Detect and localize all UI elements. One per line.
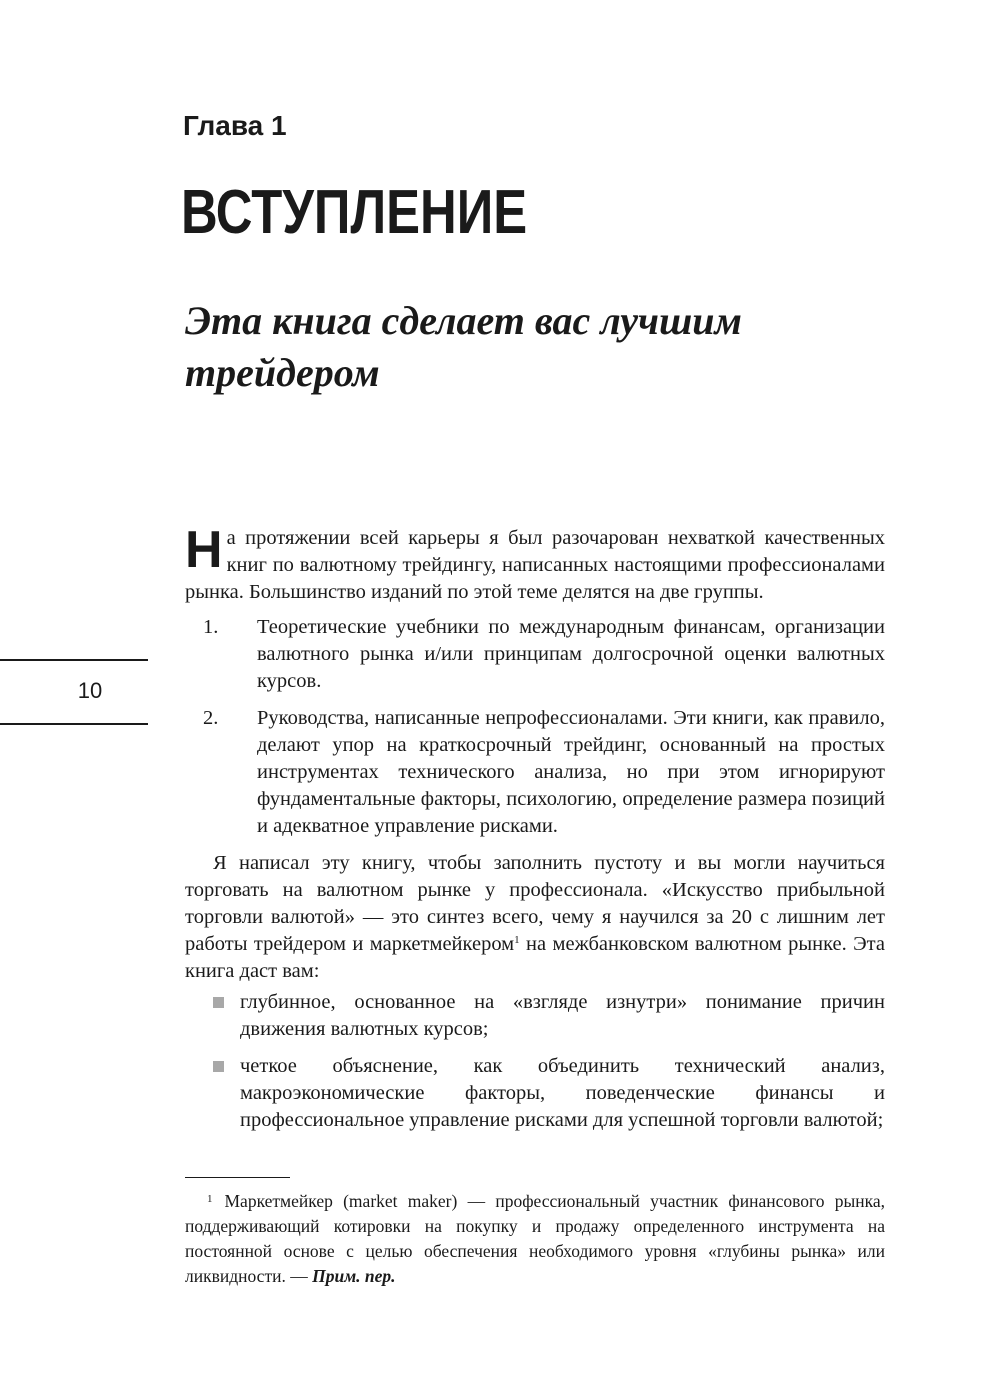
intro-text: а протяжении всей карьеры я был разочарован нехваткой качественных книг по валютному трейдингу, написанных настоящими профессионалами рынка. Большинство изданий по этой теме делятся на две группы. — [185, 527, 885, 603]
chapter-subtitle: Эта книга сделает вас лучшим трейдером — [185, 298, 742, 395]
list-item-text: Теоретические учебники по международным финансам, организации валютного рынка и/или принципам долгосрочной оценки валютных курсов. — [257, 616, 885, 692]
numbered-list-item — [185, 614, 885, 695]
footnote-divider — [185, 1177, 290, 1178]
footnote-number: 1 — [207, 1193, 213, 1205]
bullet-list-item — [185, 989, 885, 1043]
bullet-item-text: глубинное, основанное на «взгляде изнутри» понимание причин движения валютных курсов; — [240, 991, 885, 1040]
numbered-list-item — [185, 705, 885, 840]
bullet-list — [185, 989, 885, 1134]
list-number: 2. — [203, 707, 219, 729]
paragraph-2-text-b: на межбанковском валютном рынке. Эта книга даст вам: — [185, 933, 885, 982]
square-bullet-icon — [213, 1061, 224, 1072]
paragraph-2 — [185, 850, 885, 985]
footnote-text: Маркетмейкер (market maker) — профессиональный участник финансового рынка, поддерживающий котировки на покупку и продажу определенного инструмента на постоянной основе с целью обеспечения необходимого уровня «глубины рынка» или ликвидности. — — [185, 1191, 885, 1286]
body-text — [185, 521, 885, 1144]
intro-paragraph — [185, 521, 885, 606]
chapter-title: ВСТУПЛЕНИЕ — [181, 178, 528, 247]
bullet-list-item — [185, 1053, 885, 1134]
footnote — [185, 1187, 885, 1289]
footnote-reference[interactable]: 1 — [514, 934, 520, 946]
translator-note: Прим. пер. — [312, 1266, 396, 1286]
page-number: 10 — [77, 678, 103, 703]
list-item-text: Руководства, написанные непрофессионалами. Эти книги, как правило, делают упор на краткосрочный трейдинг, основанный на простых инструментах технического анализа, но при этом игнорируют фундаментальные факторы, психологию, определение размера позиций и адекватное управление рисками. — [257, 707, 885, 837]
square-bullet-icon — [213, 997, 224, 1008]
list-number: 1. — [203, 616, 219, 638]
bullet-item-text: четкое объяснение, как объединить технический анализ, макроэкономические факторы, поведенческие финансы и профессиональное управление рисками для успешной торговли валютой; — [240, 1055, 885, 1131]
paragraph-2-text-a: Я написал эту книгу, чтобы заполнить пустоту и вы могли научиться торговать на валютном рынке у профессионала. «Искусство прибыльной торговли валютой» — это синтез всего, чему я научился за 20 с лишним лет работы трейдером и маркетмейкером — [185, 852, 885, 955]
chapter-label: Глава 1 — [183, 110, 287, 141]
numbered-list — [185, 614, 885, 840]
drop-cap: Н — [185, 521, 223, 579]
